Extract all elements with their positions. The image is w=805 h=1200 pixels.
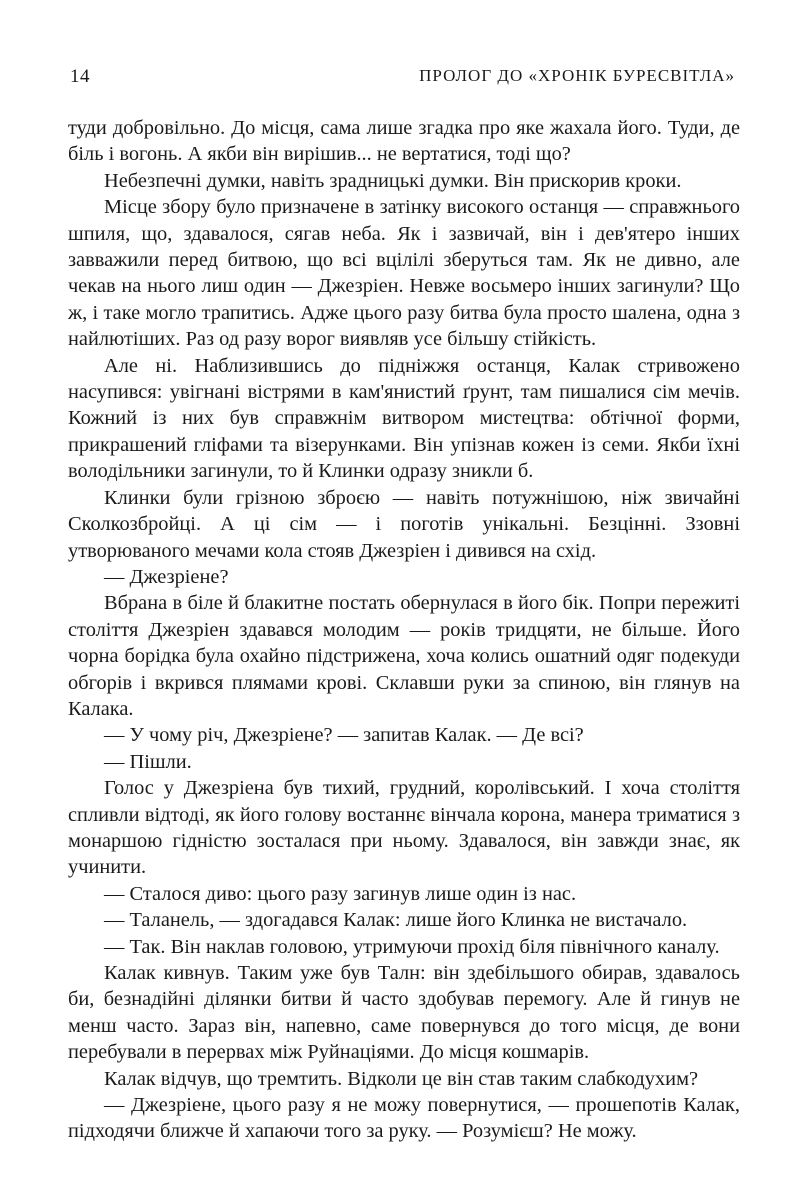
paragraph: Місце збору було призначене в затінку високого останця — справжнього шпиля, що, здавалося, сягав неба. Як і зазвичай, він і дев'ятеро інших завважили перед битвою, що всі вцілілі зберуться там. Як не дивно, але чекав на нього лиш один — Джезріен. Невже восьмеро інших загинули? Що ж, і таке могло трапитись. Адже цього разу битва була просто шалена, одна з найлютіших. Раз од разу ворог виявляв усе більшу стійкість. xyxy=(68,196,740,351)
paragraph: Клинки були грізною зброєю — навіть потужнішою, ніж звичайні Сколкозбройці. А ці сім — і поготів унікальні. Безцінні. Ззовні утворюваного мечами кола стояв Джезріен і дивився на схід. xyxy=(68,486,740,562)
paragraph: — Таланель, — здогадався Калак: лише його Клинка не вистачало. xyxy=(104,909,688,932)
paragraph: — Пішли. xyxy=(104,750,192,773)
running-head: ПРОЛОГ ДО «ХРОНІК БУРЕСВІТЛА» xyxy=(419,66,735,85)
body-text xyxy=(68,115,740,1145)
paragraph: Але ні. Наблизившись до підніжжя останця, Калак стривожено насупився: увігнані вістрями в кам'янистий ґрунт, там пишалися сім мечів. Кожний із них був справжнім витвором мистецтва: обтічної форми, прикрашений гліфами та візерунками. Він упізнав кожен із семи. Якби їхні володільники загинули, то й Клинки одразу зникли б. xyxy=(68,354,740,483)
page-number: 14 xyxy=(70,66,90,87)
paragraph: Небезпечні думки, навіть зрадницькі думки. Він прискорив кроки. xyxy=(104,169,682,192)
paragraph: — Джезріене, цього разу я не можу повернутися, — прошепотів Калак, підходячи ближче й хапаючи того за руку. — Розумієш? Не можу. xyxy=(68,1094,740,1143)
paragraph: — Сталося диво: цього разу загинув лише один із нас. xyxy=(104,882,577,905)
paragraph: — У чому річ, Джезріене? — запитав Калак. — Де всі? xyxy=(104,724,584,747)
paragraph: Калак кивнув. Таким уже був Талн: він здебільшого обирав, здавалось би, безнадійні ділянки битви й часто здобував перемогу. Але й гинув не менш часто. Зараз він, напевно, саме повернувся до того місця, де вони перебували в перервах між Руйнаціями. До місця кошмарів. xyxy=(68,962,740,1064)
paragraph: Голос у Джезріена був тихий, грудний, королівський. І хоча століття спливли відтоді, як його голову востаннє вінчала корона, манера триматися з монаршою гідністю зосталася при ньому. Здавалося, він завжди знає, як учинити. xyxy=(68,777,740,879)
paragraph: — Так. Він наклав головою, утримуючи прохід біля північного каналу. xyxy=(104,935,720,958)
paragraph: — Джезріене? xyxy=(104,565,229,588)
paragraph: туди добровільно. До місця, сама лише згадка про яке жахала його. Туди, де біль і вогонь. А якби він вирішив... не вертатися, тоді що? xyxy=(68,117,740,166)
paragraph: Калак відчув, що тремтить. Відколи це він став таким слабкодухим? xyxy=(104,1067,699,1090)
paragraph: Вбрана в біле й блакитне постать обернулася в його бік. Попри пережиті століття Джезріен здавався молодим — років тридцяти, не більше. Його чорна борідка була охайно підстрижена, хоча колись ошатний одяг подекуди обгорів і вкрився плямами крові. Склавши руки за спиною, він глянув на Калака. xyxy=(68,592,740,720)
